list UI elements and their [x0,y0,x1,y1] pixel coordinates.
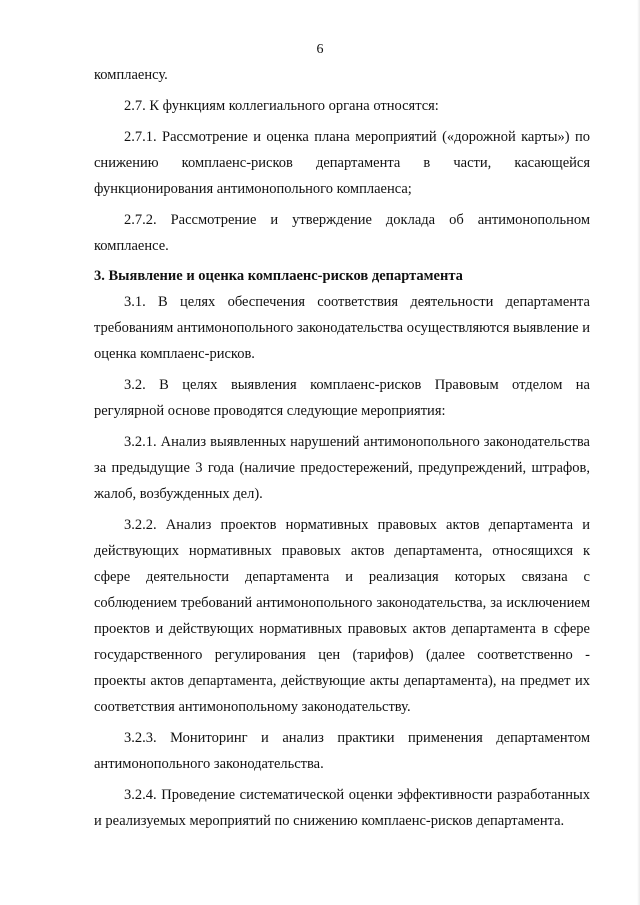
section-heading: 3. Выявление и оценка комплаенс-рисков департамента [94,268,463,284]
paragraph-3-1: 3.1. В целях обеспечения соответствия деятельности департамента требованиям антимонопольного законодательства осуществляются выявление и оценка комплаенс-рисков. [94,294,590,362]
paragraph-2-7-1: 2.7.1. Рассмотрение и оценка плана мероприятий («дорожной карты») по снижению комплаенс-рисков департамента в части, касающейся функционирования антимонопольного комплаенса; [94,129,590,197]
paragraph-3-2-4: 3.2.4. Проведение систематической оценки эффективности разработанных и реализуемых мероприятий по снижению комплаенс-рисков департамента. [94,787,590,829]
paragraph-2-7: 2.7. К функциям коллегиального органа относятся: [124,98,439,114]
paragraph-continuation: комплаенсу. [94,67,168,83]
paragraph-2-7-2: 2.7.2. Рассмотрение и утверждение доклада об антимонопольном комплаенсе. [94,212,590,254]
paragraph-3-2-3: 3.2.3. Мониторинг и анализ практики применения департаментом антимонопольного законодательства. [94,730,590,772]
paragraph-3-2-2: 3.2.2. Анализ проектов нормативных правовых актов департамента и действующих нормативных правовых актов департамента, относящихся к сфере деятельности департамента и реализация которых связана с соблюдением требований антимонопольного законодательства, за исключением проектов и действующих нормативных правовых актов департамента в сфере государственного регулирования цен (тарифов) (далее соответственно - проекты актов департамента, действующие акты департамента), на предмет их соответствия антимонопольному законодательству. [94,517,590,715]
document-body [94,62,590,834]
page-number: 6 [316,42,324,57]
paragraph-3-2-1: 3.2.1. Анализ выявленных нарушений антимонопольного законодательства за предыдущие 3 года (наличие предостережений, предупреждений, штрафов, жалоб, возбужденных дел). [94,434,590,502]
paragraph-3-2: 3.2. В целях выявления комплаенс-рисков Правовым отделом на регулярной основе проводятся следующие мероприятия: [94,377,590,419]
